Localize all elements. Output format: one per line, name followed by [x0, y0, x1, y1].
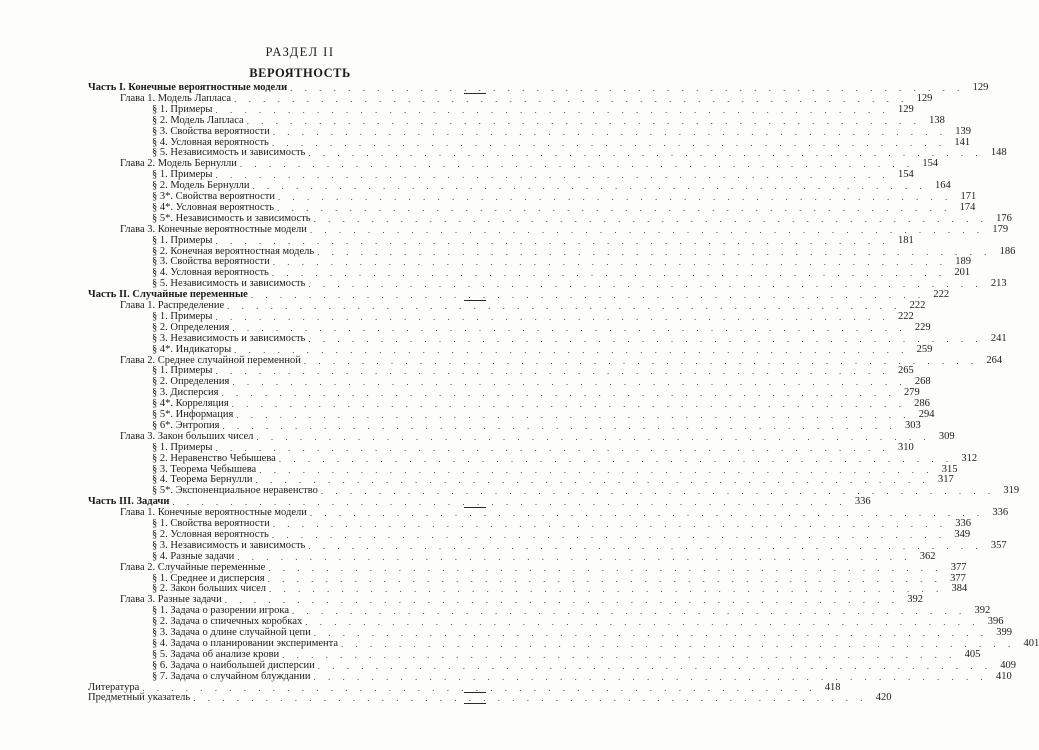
toc-entry	[152, 147, 1007, 159]
toc-entry	[152, 474, 954, 486]
toc-entry-label: § 3. Теорема Чебышева	[152, 463, 257, 475]
dot-leader: . . . . . . . . . . . . . . . . . . . . . . . . . . . . . . . . . . . . . . . . . . . . . . .	[282, 649, 957, 660]
toc-entry	[120, 300, 926, 311]
toc-entry-label: Глава 2. Случайные переменные	[120, 561, 266, 573]
dot-leader: . . . . . . . . . . . . . . . . . . . . . . . . . . . . . . . . . . . . . . . . . . . . . . .	[193, 693, 868, 704]
toc-entry-page: 319	[1003, 485, 1020, 497]
toc-entry	[88, 82, 989, 93]
toc-entry-label: § 5*. Информация	[152, 409, 234, 420]
toc-entry-label: Предметный указатель	[88, 692, 191, 704]
toc-entry	[88, 289, 950, 301]
toc-entry	[152, 201, 976, 213]
toc-entry-page: 264	[986, 354, 1003, 366]
toc-entry-page: 315	[941, 463, 958, 475]
dot-leader: . . . . . . . . . . . . . . . . . . . . . . . . . . . . . . . . . . . . . . . . . . . . . . .	[250, 290, 926, 301]
toc-entry-label: § 2. Закон больших чисел	[152, 583, 267, 595]
dot-leader: . . . . . . . . . . . . . . . . . . . . . . . . . . . . . . . . . . . . . . . . . . . . . . .	[313, 628, 989, 638]
dot-leader: . . . . . . . . . . . . . . . . . . . . . . . . . . . . . . . . . . . . . . . . . . . . . . .	[222, 420, 897, 431]
dot-leader: . . . . . . . . . . . . . . . . . . . . . . . . . . . . . . . . . . . . . . . . . . . . . . .	[269, 584, 944, 595]
toc-entry-page: 222	[909, 300, 926, 311]
toc-entry-page: 396	[987, 616, 1004, 628]
dot-leader: . . . . . . . . . . . . . . . . . . . . . . . . . . . . . . . . . . . . . . . . . . . . . . .	[231, 399, 906, 410]
toc-entry-label: § 2. Условная вероятность	[152, 528, 269, 540]
toc-entry-page: 409	[1000, 659, 1016, 671]
toc-entry	[152, 419, 921, 431]
toc-entry-page: 148	[990, 147, 1007, 159]
toc-entry-label: § 5. Независимость и зависимость	[152, 278, 306, 290]
toc-entry	[152, 616, 1004, 628]
dot-leader: . . . . . . . . . . . . . . . . . . . . . . . . . . . . . . . . . . . . . . . . . . . . . . .	[234, 344, 909, 355]
dot-leader: . . . . . . . . . . . . . . . . . . . . . . . . . . . . . . . . . . . . . . . . . . . . . . .	[259, 464, 934, 475]
toc-entry	[152, 670, 1012, 682]
toc-entry-page: 310	[897, 441, 914, 453]
toc-entry-label: § 2. Конечная вероятностная модель	[152, 245, 315, 257]
toc-entry	[152, 169, 914, 181]
dot-leader: . . . . . . . . . . . . . . . . . . . . . . . . . . . . . . . . . . . . . . . . . . . . . . .	[142, 682, 817, 693]
toc-entry-page: 312	[961, 452, 978, 464]
toc-entry-page: 420	[875, 692, 892, 704]
toc-entry	[152, 387, 920, 399]
dot-leader: . . . . . . . . . . . . . . . . . . . . . . . . . . . . . . . . . . . . . . . . . . . . . . .	[292, 606, 967, 617]
toc-entry-label: § 3. Задача о длине случайной цепи	[152, 627, 311, 638]
dot-leader: . . . . . . . . . . . . . . . . . . . . . . . . . . . . . . . . . . . . . . . . . . . . . . .	[172, 497, 847, 508]
toc-entry-label: § 6. Задача о наибольшей дисперсии	[152, 659, 315, 671]
toc-entry-label: Глава 3. Конечные вероятностные модели	[120, 223, 307, 235]
dot-leader: . . . . . . . . . . . . . . . . . . . . . . . . . . . . . . . . . . . . . . . . . . . . . . .	[309, 508, 985, 519]
toc-entry-page: 189	[955, 256, 972, 268]
toc-entry	[152, 256, 972, 268]
toc-entry	[152, 528, 971, 540]
toc-entry	[120, 92, 933, 104]
toc-entry-page: 138	[929, 114, 945, 126]
toc-entry-page: 222	[897, 310, 914, 322]
toc-entry	[120, 561, 967, 573]
toc-entry-page: 268	[914, 376, 931, 388]
toc-entry	[152, 103, 914, 115]
toc-entry-page: 384	[951, 583, 968, 595]
dot-leader: . . . . . . . . . . . . . . . . . . . . . . . . . . . . . . . . . . . . . . . . . . . . . . .	[305, 617, 980, 628]
toc-entry-label: § 4. Задача о планировании эксперимента	[152, 637, 338, 649]
toc-entry-page: 286	[914, 398, 930, 410]
toc-entry	[120, 507, 1009, 519]
toc-entry-page: 336	[992, 507, 1009, 519]
toc-entry-page: 357	[990, 539, 1007, 551]
toc-entry-label: § 2. Модель Лапласа	[152, 114, 244, 126]
dot-leader: . . . . . . . . . . . . . . . . . . . . . . . . . . . . . . . . . . . . . . . . . . . . . . .	[252, 181, 927, 192]
dot-leader: . . . . . . . . . . . . . . . . . . . . . . . . . . . . . . . . . . . . . . . . . . . . . . .	[232, 322, 907, 333]
toc-entry-page: 377	[950, 572, 966, 584]
dot-leader: . . . . . . . . . . . . . . . . . . . . . . . . . . . . . . . . . . . . . . . . . . . . . . .	[341, 638, 1016, 649]
toc-entry-page: 336	[955, 518, 972, 529]
toc-entry-label: § 5. Независимость и зависимость	[152, 147, 306, 159]
toc-entry-page: 174	[959, 201, 976, 213]
dot-leader: . . . . . . . . . . . . . . . . . . . . . . . . . . . . . . . . . . . . . . . . . . . . . . .	[215, 442, 890, 453]
toc-entry	[88, 681, 841, 693]
toc-entry-page: 176	[996, 212, 1012, 224]
toc-entry-label: § 4. Условная вероятность	[152, 136, 269, 148]
dot-leader: . . . . . . . . . . . . . . . . . . . . . . . . . . . . . . . . . . . . . . . . . . . . . . .	[308, 279, 983, 290]
dot-leader: . . . . . . . . . . . . . . . . . . . . . . . . . . . . . . . . . . . . . . . . . . . . . . .	[271, 529, 947, 540]
toc-entry	[152, 267, 971, 279]
toc-entry-page: 362	[919, 550, 936, 562]
dot-leader: . . . . . . . . . . . . . . . . . . . . . . . . . . . . . . . . . . . . . . . . . . . . . . .	[268, 562, 943, 573]
toc-entry-page: 229	[914, 321, 931, 333]
toc-entry	[152, 212, 1012, 224]
dot-leader: . . . . . . . . . . . . . . . . . . . . . . . . . . . . . . . . . . . . . . . . . . . . . . .	[215, 104, 890, 115]
dot-leader: . . . . . . . . . . . . . . . . . . . . . . . . . . . . . . . . . . . . . . . . . . . . . . .	[272, 519, 948, 529]
toc-entry-page: 129	[972, 82, 989, 93]
toc-entry	[152, 136, 971, 148]
toc-entry-page: 294	[918, 409, 935, 420]
toc-entry-label: § 3. Независимость и зависимость	[152, 539, 306, 551]
dot-leader: . . . . . . . . . . . . . . . . . . . . . . . . . . . . . . . . . . . . . . . . . . . . . . .	[313, 671, 988, 682]
dot-leader: . . . . . . . . . . . . . . . . . . . . . . . . . . . . . . . . . . . . . . . . . . . . . . .	[313, 213, 988, 224]
toc-entry-label: § 1. Задача о разорении игрока	[152, 605, 289, 617]
toc-entry-page: 392	[907, 594, 923, 606]
toc-entry	[152, 441, 914, 453]
toc-entry-label: § 2. Задача о спичечных коробках	[152, 616, 303, 628]
toc-entry-page: 222	[933, 289, 950, 301]
dot-leader: . . . . . . . . . . . . . . . . . . . . . . . . . . . . . . . . . . . . . . . . . . . . . . .	[290, 83, 965, 93]
dot-leader: . . . . . . . . . . . . . . . . . . . . . . . . . . . . . . . . . . . . . . . . . . . . . . .	[271, 268, 947, 279]
toc-entry	[152, 583, 968, 595]
toc-entry	[152, 518, 972, 529]
dot-leader: . . . . . . . . . . . . . . . . . . . . . . . . . . . . . . . . . . . . . . . . . . . . . . .	[215, 311, 890, 322]
toc-entry-page: 265	[897, 365, 914, 377]
dot-leader: . . . . . . . . . . . . . . . . . . . . . . . . . . . . . . . . . . . . . . . . . . . . . . .	[309, 224, 985, 235]
toc-entry-label: § 3. Дисперсия	[152, 387, 219, 399]
section-subtitle: ВЕРОЯТНОСТЬ	[249, 66, 351, 80]
toc-entry	[152, 452, 978, 464]
toc-entry	[152, 485, 1020, 497]
toc-entry	[152, 310, 914, 322]
toc-entry	[152, 191, 977, 202]
toc-entry-page: 303	[904, 419, 921, 431]
dot-leader: . . . . . . . . . . . . . . . . . . . . . . . . . . . . . . . . . . . . . . . . . . . . . . .	[317, 660, 992, 671]
dot-leader: . . . . . . . . . . . . . . . . . . . . . . . . . . . . . . . . . . . . . . . . . . . . . . .	[246, 115, 921, 126]
dot-leader: . . . . . . . . . . . . . . . . . . . . . . . . . . . . . . . . . . . . . . . . . . . . . . .	[227, 301, 902, 311]
toc-entry-label: § 3. Свойства вероятности	[152, 256, 270, 268]
toc-entry-page: 179	[992, 223, 1009, 235]
toc-entry-page: 309	[938, 430, 955, 442]
toc-entry	[152, 365, 914, 377]
toc-entry-label: § 1. Примеры	[152, 441, 213, 453]
toc-entry-label: Литература	[88, 681, 140, 693]
toc-entry-page: 139	[955, 125, 972, 137]
toc-entry-label: § 4. Теорема Бернулли	[152, 474, 253, 486]
toc-entry-page: 201	[954, 267, 971, 279]
toc-entry-label: § 1. Примеры	[152, 234, 213, 246]
dot-leader: . . . . . . . . . . . . . . . . . . . . . . . . . . . . . . . . . . . . . . . . . . . . . . .	[215, 170, 890, 181]
toc-entry-page: 410	[996, 670, 1012, 682]
toc-entry-label: Глава 3. Разные задачи	[120, 594, 222, 606]
dot-leader: . . . . . . . . . . . . . . . . . . . . . . . . . . . . . . . . . . . . . . . . . . . . . . .	[271, 137, 947, 148]
toc-entry-label: § 4. Разные задачи	[152, 550, 235, 562]
dot-leader: . . . . . . . . . . . . . . . . . . . . . . . . . . . . . . . . . . . . . . . . . . . . . . .	[239, 159, 915, 170]
toc-entry	[152, 627, 1013, 638]
toc-entry	[152, 234, 914, 246]
dot-leader: . . . . . . . . . . . . . . . . . . . . . . . . . . . . . . . . . . . . . . . . . . . . . . .	[215, 366, 890, 377]
toc-entry-page: 401	[1023, 637, 1039, 649]
toc-entry	[120, 158, 939, 170]
toc-entry-label: § 1. Примеры	[152, 169, 213, 181]
toc-entry-page: 392	[974, 605, 991, 617]
dot-leader: . . . . . . . . . . . . . . . . . . . . . . . . . . . . . . . . . . . . . . . . . . . . . . .	[317, 246, 992, 257]
toc-entry-label: § 7. Задача о случайном блуждании	[152, 670, 311, 682]
toc-entry	[152, 321, 931, 333]
toc-entry-page: 141	[954, 136, 971, 148]
toc-entry	[152, 398, 930, 410]
dot-leader: . . . . . . . . . . . . . . . . . . . . . . . . . . . . . . . . . . . . . . . . . . . . . . .	[308, 333, 983, 344]
toc-entry-page: 181	[897, 234, 914, 246]
toc-entry	[88, 692, 892, 704]
dot-leader: . . . . . . . . . . . . . . . . . . . . . . . . . . . . . . . . . . . . . . . . . . . . . . .	[303, 355, 979, 366]
toc-entry-label: § 5*. Экспоненциальное неравенство	[152, 485, 318, 497]
toc-entry-label: § 1. Примеры	[152, 103, 213, 115]
toc-entry	[88, 496, 871, 508]
toc-entry	[152, 605, 991, 617]
toc-entry-label: § 5*. Независимость и зависимость	[152, 212, 311, 224]
toc-entry-label: § 4. Условная вероятность	[152, 267, 269, 279]
toc-entry-label: Часть III. Задачи	[88, 496, 170, 508]
toc-entry-page: 154	[897, 169, 914, 181]
dot-leader: . . . . . . . . . . . . . . . . . . . . . . . . . . . . . . . . . . . . . . . . . . . . . . .	[272, 257, 948, 268]
dot-leader: . . . . . . . . . . . . . . . . . . . . . . . . . . . . . . . . . . . . . . . . . . . . . . .	[267, 573, 942, 584]
dot-leader: . . . . . . . . . . . . . . . . . . . . . . . . . . . . . . . . . . . . . . . . . . . . . . .	[308, 540, 983, 551]
dot-leader: . . . . . . . . . . . . . . . . . . . . . . . . . . . . . . . . . . . . . . . . . . . . . . .	[215, 235, 890, 246]
dot-leader: . . . . . . . . . . . . . . . . . . . . . . . . . . . . . . . . . . . . . . . . . . . . . . .	[320, 486, 996, 497]
toc-entry	[120, 354, 1003, 366]
toc-entry-page: 399	[996, 627, 1013, 638]
dot-leader: . . . . . . . . . . . . . . . . . . . . . . . . . . . . . . . . . . . . . . . . . . . . . . .	[221, 388, 896, 399]
toc-entry	[120, 430, 955, 442]
toc-entry-page: 259	[916, 343, 933, 355]
toc-entry-label: § 2. Модель Бернулли	[152, 180, 250, 192]
toc-entry-label: § 2. Неравенство Чебышева	[152, 452, 276, 464]
toc-entry-page: 279	[903, 387, 920, 399]
toc-entry	[152, 376, 931, 388]
toc-entry	[120, 594, 923, 606]
toc-entry-label: Глава 1. Модель Лапласа	[120, 92, 232, 104]
toc-entry-label: Глава 1. Распределение	[120, 300, 225, 311]
toc-entry-label: § 3. Свойства вероятности	[152, 125, 270, 137]
toc-entry	[152, 245, 1016, 257]
dot-leader: . . . . . . . . . . . . . . . . . . . . . . . . . . . . . . . . . . . . . . . . . . . . . . .	[272, 126, 948, 137]
toc-entry	[120, 223, 1009, 235]
toc-entry	[152, 550, 936, 562]
toc-entry	[152, 539, 1007, 551]
toc-entry	[152, 463, 958, 475]
toc-entry-page: 336	[854, 496, 871, 508]
toc-entry-page: 164	[935, 180, 951, 192]
toc-entry	[152, 278, 1007, 290]
dot-leader: . . . . . . . . . . . . . . . . . . . . . . . . . . . . . . . . . . . . . . . . . . . . . . .	[278, 453, 954, 464]
toc-entry-label: § 4*. Корреляция	[152, 398, 229, 410]
toc-entry-label: § 3. Независимость и зависимость	[152, 332, 306, 344]
toc-entry-label: § 4*. Индикаторы	[152, 343, 232, 355]
toc-entry	[152, 343, 933, 355]
toc-entry-label: Глава 1. Конечные вероятностные модели	[120, 507, 307, 519]
page-column-rule	[464, 703, 486, 704]
dot-leader: . . . . . . . . . . . . . . . . . . . . . . . . . . . . . . . . . . . . . . . . . . . . . . .	[234, 93, 909, 104]
toc-entry	[152, 332, 1007, 344]
dot-leader: . . . . . . . . . . . . . . . . . . . . . . . . . . . . . . . . . . . . . . . . . . . . . . .	[237, 551, 912, 562]
toc-entry-label: Глава 2. Среднее случайной переменной	[120, 354, 301, 366]
toc-entry-label: Часть II. Случайные переменные	[88, 289, 248, 301]
toc-entry	[152, 648, 981, 660]
toc-entry-label: § 3*. Свойства вероятности	[152, 191, 276, 202]
toc-entry-label: § 6*. Энтропия	[152, 419, 220, 431]
toc-entry	[152, 637, 1039, 649]
toc-entry	[152, 409, 935, 420]
toc-entry-label: Глава 3. Закон больших чисел	[120, 430, 254, 442]
dot-leader: . . . . . . . . . . . . . . . . . . . . . . . . . . . . . . . . . . . . . . . . . . . . . . .	[236, 410, 911, 420]
toc-entry-label: § 2. Определения	[152, 321, 230, 333]
toc-entry-page: 317	[938, 474, 954, 486]
toc-entry-label: § 1. Примеры	[152, 310, 213, 322]
toc-entry-page: 241	[990, 332, 1007, 344]
toc-entry	[152, 572, 966, 584]
toc-entry-page: 154	[922, 158, 939, 170]
section-heading: РАЗДЕЛ II	[265, 45, 335, 59]
toc-entry-page: 418	[824, 681, 841, 693]
toc-entry-label: § 1. Примеры	[152, 365, 213, 377]
toc-entry-page: 213	[990, 278, 1007, 290]
toc-entry-page: 349	[954, 528, 971, 540]
toc-entry-label: § 1. Свойства вероятности	[152, 518, 270, 529]
dot-leader: . . . . . . . . . . . . . . . . . . . . . . . . . . . . . . . . . . . . . . . . . . . . . . .	[232, 377, 907, 388]
toc-entry-page: 171	[960, 191, 977, 202]
toc-entry	[152, 125, 972, 137]
dot-leader: . . . . . . . . . . . . . . . . . . . . . . . . . . . . . . . . . . . . . . . . . . . . . . .	[256, 431, 931, 442]
toc-entry-label: § 1. Среднее и дисперсия	[152, 572, 265, 584]
dot-leader: . . . . . . . . . . . . . . . . . . . . . . . . . . . . . . . . . . . . . . . . . . . . . . .	[255, 475, 930, 486]
toc-entry-label: Часть I. Конечные вероятностные модели	[88, 82, 288, 93]
toc-entry	[152, 180, 951, 192]
toc-entry-label: § 5. Задача об анализе крови	[152, 648, 280, 660]
dot-leader: . . . . . . . . . . . . . . . . . . . . . . . . . . . . . . . . . . . . . . . . . . . . . . .	[308, 148, 983, 159]
toc-entry-page: 129	[916, 92, 933, 104]
toc-entry-page: 186	[999, 245, 1016, 257]
toc-entry-page: 129	[897, 103, 914, 115]
toc-entry	[152, 659, 1016, 671]
dot-leader: . . . . . . . . . . . . . . . . . . . . . . . . . . . . . . . . . . . . . . . . . . . . . . .	[277, 202, 952, 213]
dot-leader: . . . . . . . . . . . . . . . . . . . . . . . . . . . . . . . . . . . . . . . . . . . . . . .	[224, 595, 899, 606]
toc-entry-label: § 2. Определения	[152, 376, 230, 388]
toc-entry-page: 377	[950, 561, 967, 573]
toc-entry-page: 405	[964, 648, 981, 660]
toc-entry-label: Глава 2. Модель Бернулли	[120, 158, 237, 170]
dot-leader: . . . . . . . . . . . . . . . . . . . . . . . . . . . . . . . . . . . . . . . . . . . . . . .	[278, 192, 953, 202]
toc-entry	[152, 114, 945, 126]
toc-entry-label: § 4*. Условная вероятность	[152, 201, 275, 213]
